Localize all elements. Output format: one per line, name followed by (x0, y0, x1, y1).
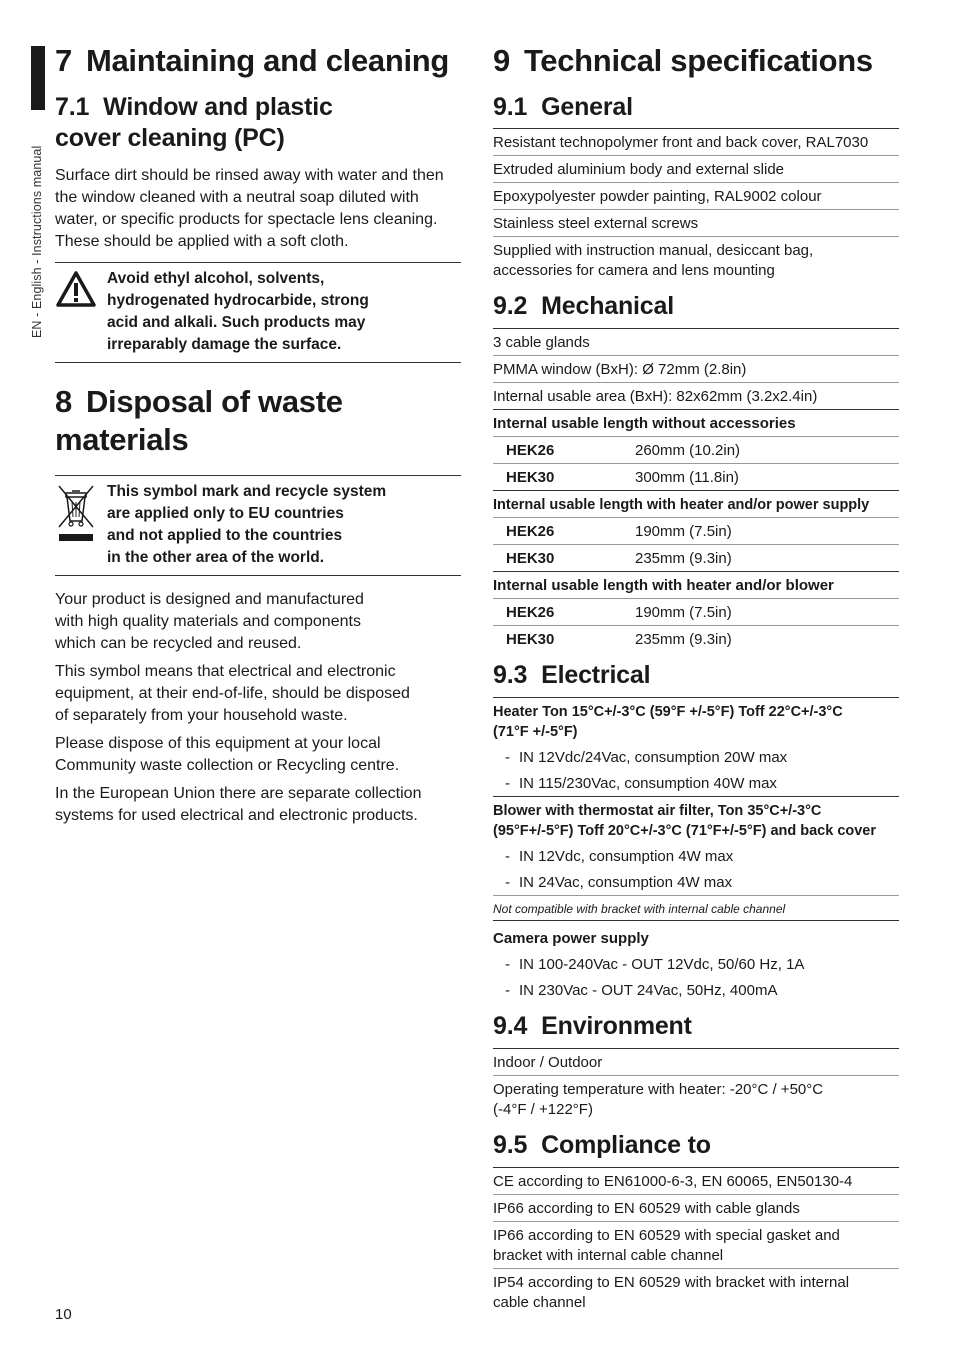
mechanical-item: 3 cable glands (493, 328, 899, 355)
crossed-bin-icon (55, 481, 107, 548)
weee-box (55, 475, 461, 576)
general-item: Stainless steel external screws (493, 209, 899, 236)
general-item: Epoxypolyester powder painting, RAL9002 colour (493, 182, 899, 209)
mechanical-item: PMMA window (BxH): Ø 72mm (2.8in) (493, 355, 899, 382)
sidebar-label: EN - English - Instructions manual (30, 145, 44, 338)
weee-text: This symbol mark and recycle system are applied only to EU countries and not applied to the countries in the other area of the world. (107, 483, 387, 566)
heater-item: - IN 12Vdc/24Vac, consumption 20W max (505, 749, 788, 766)
compliance-item: CE according to EN61000-6-3, EN 60065, EN50130-4 (493, 1167, 899, 1194)
cleaning-paragraph: Surface dirt should be rinsed away with water and then the window cleaned with a neutral soap diluted with water, or specific products for spectacle lens cleaning. These should be applied with a soft cloth. (55, 167, 444, 250)
sidebar-marker-bar (31, 46, 45, 110)
heater-item: - IN 115/230Vac, consumption 40W max (505, 775, 777, 792)
section-8-heading: 8 Disposal of waste materials (55, 384, 343, 457)
mechanical-list (493, 328, 899, 652)
length-group-header: Internal usable length without accessories (493, 409, 899, 436)
compliance-list (493, 1167, 899, 1315)
section-9-3-heading: 9.3 Electrical (493, 661, 651, 689)
section-9-1-heading: 9.1 General (493, 93, 633, 121)
disposal-paragraph-2: This symbol means that electrical and electronic equipment, at their end-of-life, should be disposed of separately from your household waste. (55, 663, 410, 724)
general-item: Extruded aluminium body and external slide (493, 155, 899, 182)
length-row: HEK26 190mm (7.5in) (493, 517, 899, 544)
blower-item: - IN 12Vdc, consumption 4W max (505, 848, 734, 865)
section-9-4-heading: 9.4 Environment (493, 1012, 692, 1040)
warning-box (55, 262, 461, 363)
mechanical-item: Internal usable area (BxH): 82x62mm (3.2x2.4in) (493, 382, 899, 409)
disposal-paragraph-3: Please dispose of this equipment at your local Community waste collection or Recycling centre. (55, 735, 400, 774)
blower-header: Blower with thermostat air filter, Ton 35°C+/-3°C (95°F+/-5°F) Toff 20°C+/-3°C (71°F+/-5°F) and back cover (493, 796, 899, 843)
compliance-item: IP54 according to EN 60529 with bracket with internal cable channel (493, 1268, 899, 1315)
disposal-paragraphs (55, 589, 461, 827)
left-column (55, 40, 461, 833)
warning-text: Avoid ethyl alcohol, solvents, hydrogenated hydrocarbide, strong acid and alkali. Such products may irreparably damage the surface. (107, 270, 369, 353)
blower-note: Not compatible with bracket with internal cable channel (493, 895, 899, 921)
section-7-1-heading: 7.1 Window and plastic cover cleaning (PC) (55, 93, 333, 152)
camera-power-item: - IN 100-240Vac - OUT 12Vdc, 50/60 Hz, 1A (505, 956, 805, 973)
length-row: HEK30 235mm (9.3in) (493, 544, 899, 571)
general-item: Resistant technopolymer front and back cover, RAL7030 (493, 128, 899, 155)
general-item: Supplied with instruction manual, desiccant bag, accessories for camera and lens mounting (493, 236, 899, 283)
right-column (493, 40, 899, 1315)
disposal-paragraph-4: In the European Union there are separate collection systems for used electrical and electronic products. (55, 785, 422, 824)
warning-triangle-icon (55, 268, 107, 313)
general-list (493, 128, 899, 283)
length-group-header: Internal usable length with heater and/or power supply (493, 490, 899, 517)
section-9-5-heading: 9.5 Compliance to (493, 1131, 711, 1159)
heater-header: Heater Ton 15°C+/-3°C (59°F +/-5°F) Toff 22°C+/-3°C (71°F +/-5°F) (493, 697, 899, 744)
length-group-header: Internal usable length with heater and/or blower (493, 571, 899, 598)
electrical-list (493, 697, 899, 1003)
compliance-item: IP66 according to EN 60529 with special gasket and bracket with internal cable channel (493, 1221, 899, 1268)
environment-item: Indoor / Outdoor (493, 1048, 899, 1075)
camera-power-header: Camera power supply (493, 930, 649, 947)
section-9-heading: 9 Technical specifications (493, 43, 873, 78)
camera-power-item: - IN 230Vac - OUT 24Vac, 50Hz, 400mA (505, 982, 778, 999)
blower-item: - IN 24Vac, consumption 4W max (505, 874, 733, 891)
length-row: HEK26 190mm (7.5in) (493, 598, 899, 625)
length-row: HEK30 235mm (9.3in) (493, 625, 899, 652)
environment-list (493, 1048, 899, 1122)
length-row: HEK30 300mm (11.8in) (493, 463, 899, 490)
page-number: 10 (55, 1306, 72, 1323)
environment-item: Operating temperature with heater: -20°C / +50°C (-4°F / +122°F) (493, 1075, 899, 1122)
disposal-paragraph-1: Your product is designed and manufactured with high quality materials and components which can be recycled and reused. (55, 591, 364, 652)
length-row: HEK26 260mm (10.2in) (493, 436, 899, 463)
section-7-heading: 7 Maintaining and cleaning (55, 43, 450, 78)
section-9-2-heading: 9.2 Mechanical (493, 292, 674, 320)
compliance-item: IP66 according to EN 60529 with cable glands (493, 1194, 899, 1221)
